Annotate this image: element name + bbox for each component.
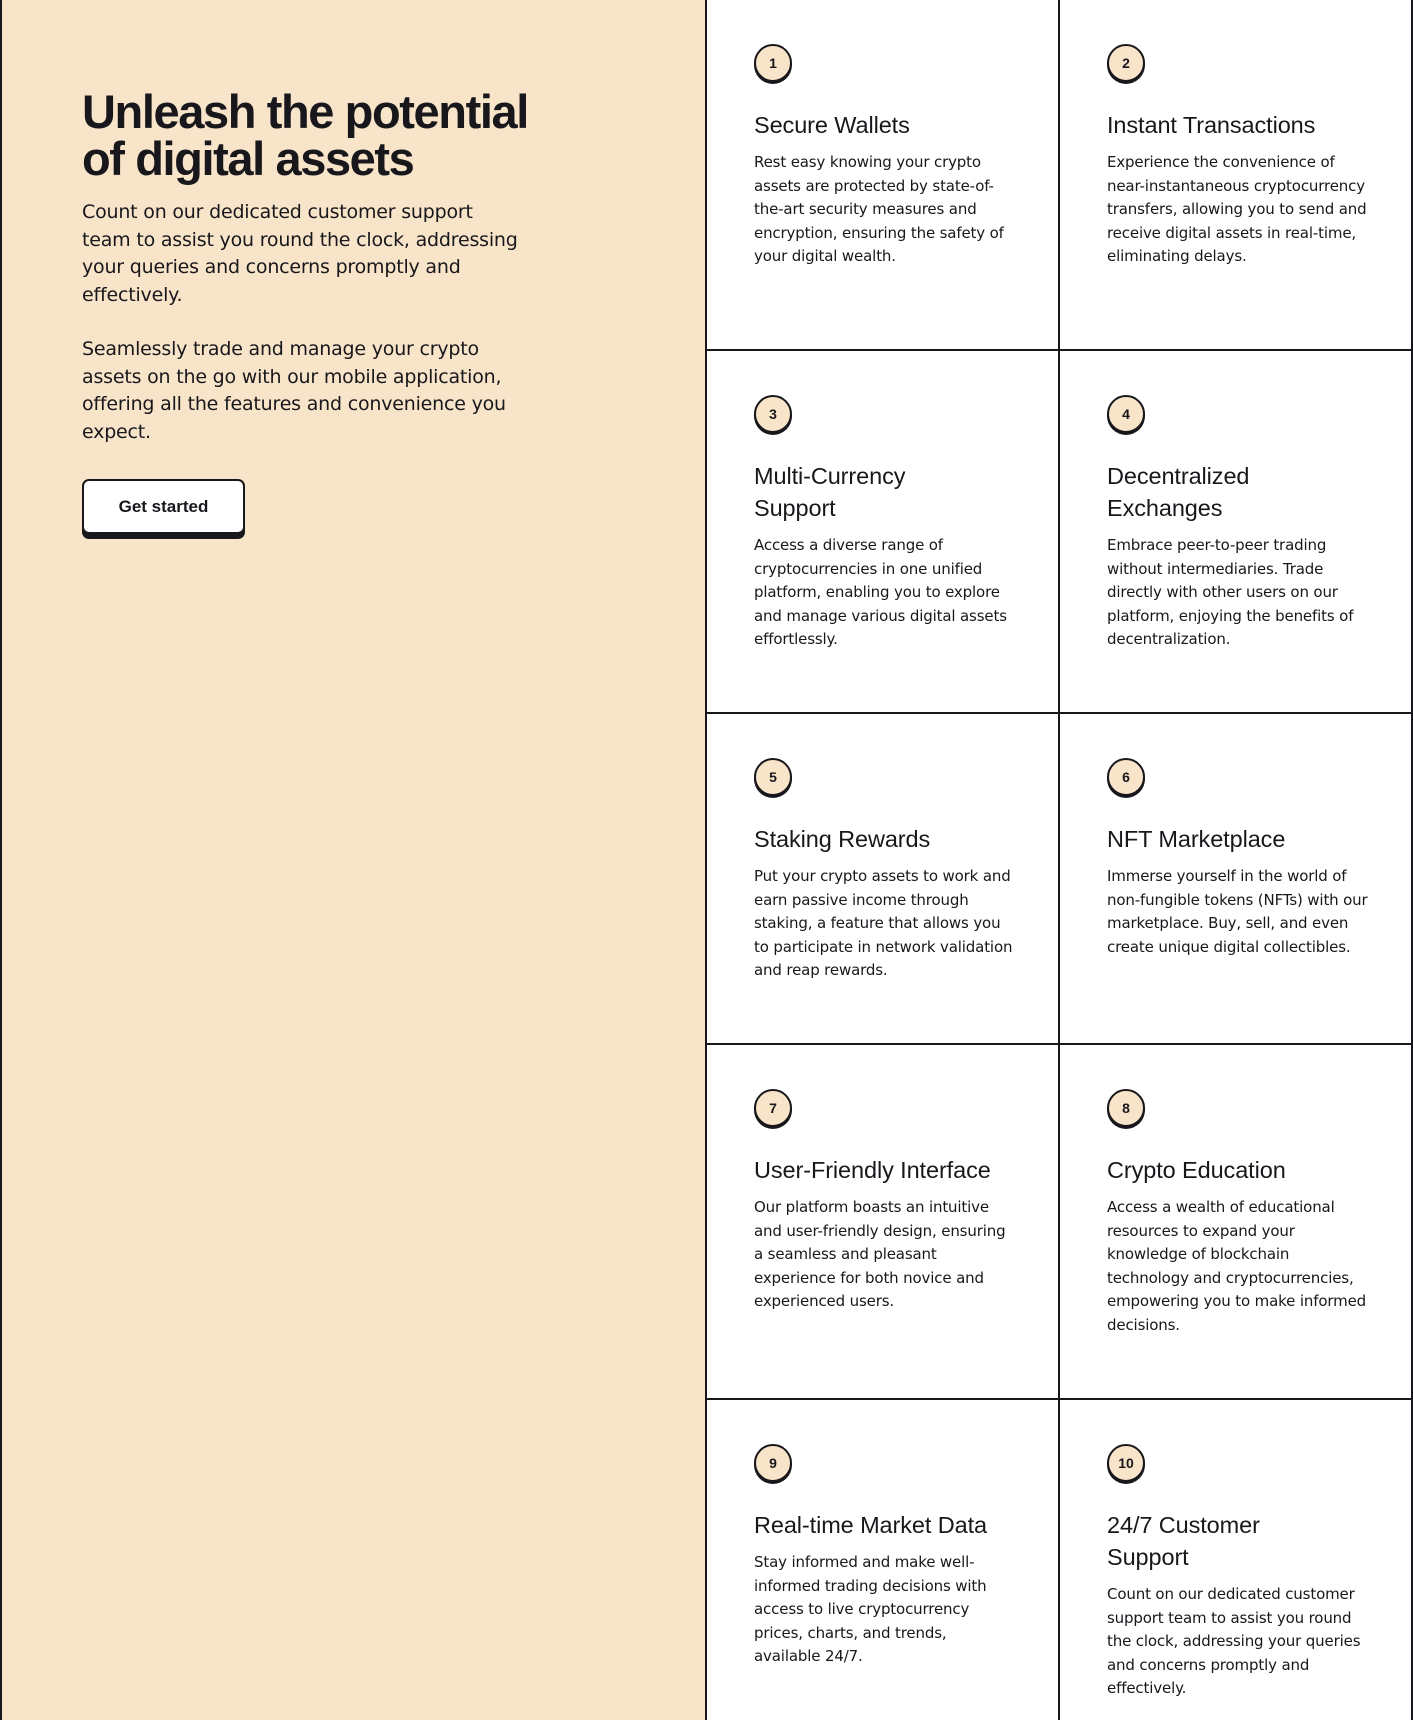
- feature-card-crypto-education: [1060, 1045, 1413, 1400]
- feature-number-badge: 10: [1107, 1444, 1145, 1482]
- feature-card-customer-support: [1060, 1400, 1413, 1720]
- feature-description: Put your crypto assets to work and earn passive income through staking, a feature that allows you to participate in network validation and reap rewards.: [754, 867, 1013, 979]
- feature-title: Multi-Currency Support: [754, 463, 906, 521]
- feature-description: Rest easy knowing your crypto assets are protected by state-of-the-art security measures and encryption, ensuring the safety of your digital wealth.: [754, 153, 1004, 265]
- feature-card-staking-rewards: [707, 714, 1060, 1045]
- feature-description: Stay informed and make well-informed trading decisions with access to live cryptocurrency prices, charts, and trends, available 24/7.: [754, 1553, 987, 1665]
- feature-card-secure-wallets: [707, 0, 1060, 351]
- hero-title: Unleash the potential of digital assets: [82, 85, 528, 185]
- feature-title: Staking Rewards: [754, 826, 931, 852]
- feature-card-instant-transactions: [1060, 0, 1413, 351]
- feature-title: Secure Wallets: [754, 112, 910, 138]
- feature-description: Experience the convenience of near-instantaneous cryptocurrency transfers, allowing you to send and receive digital assets in real-time, eliminating delays.: [1107, 153, 1367, 265]
- feature-number-badge: 6: [1107, 758, 1145, 796]
- features-grid: [707, 0, 1413, 1720]
- feature-number-badge: 7: [754, 1089, 792, 1127]
- feature-title: Instant Transactions: [1107, 112, 1316, 138]
- feature-number-badge: 9: [754, 1444, 792, 1482]
- feature-card-nft-marketplace: [1060, 714, 1413, 1045]
- feature-title: Decentralized Exchanges: [1107, 463, 1250, 521]
- feature-card-real-time-market-data: [707, 1400, 1060, 1720]
- feature-description: Count on our dedicated customer support team to assist you round the clock, addressing your queries and concerns promptly and effectively.: [1107, 1585, 1361, 1697]
- hero-paragraph-support: Count on our dedicated customer support team to assist you round the clock, addressing your queries and concerns promptly and effectively.: [82, 201, 518, 306]
- feature-number-badge: 5: [754, 758, 792, 796]
- feature-number-badge: 8: [1107, 1089, 1145, 1127]
- feature-description: Embrace peer-to-peer trading without intermediaries. Trade directly with other users on our platform, enjoying the benefits of decentralization.: [1107, 536, 1354, 648]
- get-started-button[interactable]: Get started: [82, 479, 245, 534]
- feature-title: Real-time Market Data: [754, 1512, 987, 1538]
- feature-description: Access a diverse range of cryptocurrencies in one unified platform, enabling you to explore and manage various digital assets effortlessly.: [754, 536, 1007, 648]
- feature-number-badge: 2: [1107, 44, 1145, 82]
- feature-number-badge: 4: [1107, 395, 1145, 433]
- feature-title: 24/7 Customer Support: [1107, 1512, 1260, 1570]
- feature-number-badge: 3: [754, 395, 792, 433]
- feature-card-multi-currency-support: [707, 351, 1060, 714]
- feature-description: Immerse yourself in the world of non-fungible tokens (NFTs) with our marketplace. Buy, sell, and even create unique digital collectibles.: [1107, 867, 1368, 956]
- feature-title: User-Friendly Interface: [754, 1157, 991, 1183]
- feature-card-decentralized-exchanges: [1060, 351, 1413, 714]
- feature-card-user-friendly-interface: [707, 1045, 1060, 1400]
- hero-section: [2, 0, 707, 1720]
- feature-title: Crypto Education: [1107, 1157, 1286, 1183]
- feature-description: Access a wealth of educational resources to expand your knowledge of blockchain technology and cryptocurrencies, empowering you to make informed decisions.: [1107, 1198, 1367, 1334]
- hero-paragraph-mobile: Seamlessly trade and manage your crypto assets on the go with our mobile application, offering all the features and convenience you expect.: [82, 338, 506, 443]
- feature-description: Our platform boasts an intuitive and user-friendly design, ensuring a seamless and pleasant experience for both novice and experienced users.: [754, 1198, 1006, 1310]
- feature-title: NFT Marketplace: [1107, 826, 1286, 852]
- feature-number-badge: 1: [754, 44, 792, 82]
